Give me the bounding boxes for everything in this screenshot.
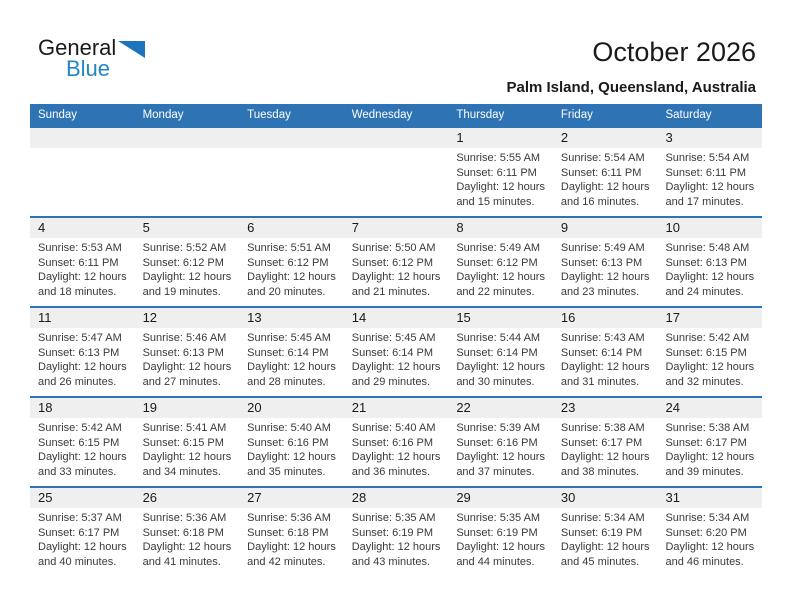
day-info-line: Sunset: 6:16 PM xyxy=(456,436,538,449)
day-info-line: and 35 minutes. xyxy=(247,465,326,478)
day-info-line: and 18 minutes. xyxy=(38,285,117,298)
day-info-line: Sunrise: 5:52 AM xyxy=(142,242,227,254)
day-info xyxy=(448,508,553,569)
day-info xyxy=(657,418,762,479)
day-info-line: Sunset: 6:12 PM xyxy=(247,256,329,269)
day-info-line: Sunset: 6:15 PM xyxy=(38,436,120,449)
day-info-line: Sunset: 6:14 PM xyxy=(351,346,434,359)
day-info-line: Sunrise: 5:38 AM xyxy=(560,422,645,434)
day-info-line: and 42 minutes. xyxy=(247,555,326,568)
day-cell xyxy=(448,128,553,216)
day-info-line: Sunset: 6:11 PM xyxy=(560,166,642,179)
day-info xyxy=(344,238,449,299)
day-info-line: Daylight: 12 hours xyxy=(665,271,755,284)
day-info-line: Daylight: 12 hours xyxy=(560,361,650,374)
day-number: 17 xyxy=(657,308,762,328)
day-info-line: and 32 minutes. xyxy=(665,375,744,388)
day-info-line: Daylight: 12 hours xyxy=(665,181,755,194)
general-blue-logo xyxy=(38,37,145,79)
day-info xyxy=(657,238,762,299)
day-info-line: Daylight: 12 hours xyxy=(560,451,650,464)
day-info-line: Daylight: 12 hours xyxy=(142,451,232,464)
day-number: 4 xyxy=(30,218,135,238)
page-subtitle: Palm Island, Queensland, Australia xyxy=(506,79,756,96)
day-info-line: Sunrise: 5:51 AM xyxy=(247,242,331,254)
day-number xyxy=(135,128,240,148)
day-info-line: Sunset: 6:18 PM xyxy=(142,526,224,539)
day-info-line: Sunrise: 5:40 AM xyxy=(351,422,436,434)
day-cell xyxy=(657,308,762,396)
day-info-line: Sunrise: 5:35 AM xyxy=(456,512,541,524)
day-number: 10 xyxy=(657,218,762,238)
day-info-line: Sunrise: 5:46 AM xyxy=(142,332,227,344)
day-info-line: Sunset: 6:20 PM xyxy=(665,526,747,539)
day-info-line: Sunset: 6:15 PM xyxy=(665,346,747,359)
day-info xyxy=(30,328,135,389)
day-cell xyxy=(448,398,553,486)
weekday-header-thursday: Thursday xyxy=(456,109,505,121)
day-number: 24 xyxy=(657,398,762,418)
day-cell xyxy=(239,308,344,396)
day-info xyxy=(30,418,135,479)
day-info-line: Sunset: 6:17 PM xyxy=(665,436,747,449)
day-info-line: Daylight: 12 hours xyxy=(38,451,127,464)
day-info-line: Sunset: 6:13 PM xyxy=(560,256,643,269)
day-info xyxy=(553,148,658,209)
weekday-header-monday: Monday xyxy=(142,109,184,121)
day-info-line: Sunrise: 5:40 AM xyxy=(247,422,331,434)
day-cell xyxy=(239,218,344,306)
day-info-line: Daylight: 12 hours xyxy=(38,541,127,554)
day-info-line: and 40 minutes. xyxy=(38,555,117,568)
day-cell xyxy=(344,398,449,486)
day-number: 22 xyxy=(448,398,553,418)
day-info-line: and 30 minutes. xyxy=(456,375,535,388)
day-info xyxy=(448,328,553,389)
day-info-line: Daylight: 12 hours xyxy=(665,361,755,374)
day-info-line: Sunrise: 5:42 AM xyxy=(38,422,122,434)
day-info-line: and 45 minutes. xyxy=(560,555,640,568)
day-info-line: Sunrise: 5:41 AM xyxy=(142,422,227,434)
weekday-header-friday: Friday xyxy=(560,109,593,121)
day-info-line: and 36 minutes. xyxy=(351,465,431,478)
day-info-line: Sunset: 6:11 PM xyxy=(38,256,119,269)
day-info-line: and 17 minutes. xyxy=(665,195,744,208)
day-info-line: and 44 minutes. xyxy=(456,555,535,568)
day-info-line: Sunrise: 5:45 AM xyxy=(247,332,331,344)
day-info-line: Sunset: 6:13 PM xyxy=(142,346,224,359)
day-cell xyxy=(657,488,762,576)
day-number xyxy=(239,128,344,148)
day-info-line: and 19 minutes. xyxy=(142,285,221,298)
day-info-line: and 29 minutes. xyxy=(351,375,431,388)
day-cell xyxy=(448,488,553,576)
day-number: 6 xyxy=(239,218,344,238)
day-info-line: Sunset: 6:19 PM xyxy=(351,526,434,539)
day-cell xyxy=(657,128,762,216)
day-info xyxy=(135,508,240,569)
day-info xyxy=(239,508,344,569)
empty-day-cell xyxy=(344,128,449,216)
day-info-line: and 41 minutes. xyxy=(142,555,221,568)
day-info-line: Sunrise: 5:39 AM xyxy=(456,422,541,434)
page-title: October 2026 xyxy=(592,37,756,67)
empty-day-cell xyxy=(135,128,240,216)
day-info xyxy=(30,508,135,569)
day-info-line: Daylight: 12 hours xyxy=(456,541,545,554)
empty-day-cell xyxy=(239,128,344,216)
day-info-line: Daylight: 12 hours xyxy=(456,271,545,284)
day-number: 31 xyxy=(657,488,762,508)
day-info xyxy=(553,238,658,299)
day-info-line: Sunrise: 5:49 AM xyxy=(456,242,541,254)
week-row xyxy=(30,396,762,486)
day-info xyxy=(448,238,553,299)
week-row xyxy=(30,216,762,306)
day-info xyxy=(344,508,449,569)
day-info-line: Daylight: 12 hours xyxy=(142,361,232,374)
week-row xyxy=(30,306,762,396)
day-cell xyxy=(30,218,135,306)
day-info-line: Sunrise: 5:55 AM xyxy=(456,152,541,164)
day-info-line: Sunrise: 5:38 AM xyxy=(665,422,750,434)
day-cell xyxy=(553,308,658,396)
day-info-line: Sunrise: 5:54 AM xyxy=(560,152,645,164)
day-info-line: Daylight: 12 hours xyxy=(351,361,441,374)
day-number: 5 xyxy=(135,218,240,238)
day-info-line: Daylight: 12 hours xyxy=(560,181,650,194)
day-info-line: Sunrise: 5:34 AM xyxy=(560,512,645,524)
day-info-line: Sunrise: 5:50 AM xyxy=(351,242,436,254)
day-cell xyxy=(135,488,240,576)
weekday-header-row xyxy=(30,104,762,126)
logo-text-blue: Blue xyxy=(66,56,111,81)
day-info-line: Daylight: 12 hours xyxy=(560,271,650,284)
day-info-line: Sunset: 6:19 PM xyxy=(560,526,643,539)
day-info xyxy=(448,418,553,479)
day-info xyxy=(657,508,762,569)
day-info-line: Sunset: 6:19 PM xyxy=(456,526,538,539)
day-info-line: Sunrise: 5:42 AM xyxy=(665,332,750,344)
day-info xyxy=(239,238,344,299)
day-cell xyxy=(553,398,658,486)
weekday-header-tuesday: Tuesday xyxy=(247,109,291,121)
day-info-line: Sunset: 6:17 PM xyxy=(38,526,120,539)
day-cell xyxy=(553,218,658,306)
day-info xyxy=(344,418,449,479)
day-info-line: and 37 minutes. xyxy=(456,465,535,478)
logo-text-general: General xyxy=(38,35,117,60)
calendar-grid xyxy=(30,126,762,576)
day-cell xyxy=(239,398,344,486)
day-info-line: Sunset: 6:14 PM xyxy=(456,346,538,359)
day-number: 28 xyxy=(344,488,449,508)
day-info xyxy=(344,328,449,389)
calendar xyxy=(30,104,762,576)
day-info-line: and 21 minutes. xyxy=(351,285,431,298)
day-info-line: Sunrise: 5:43 AM xyxy=(560,332,645,344)
day-info-line: and 23 minutes. xyxy=(560,285,640,298)
day-number: 21 xyxy=(344,398,449,418)
day-number: 1 xyxy=(448,128,553,148)
day-info-line: Sunset: 6:12 PM xyxy=(351,256,434,269)
day-info-line: Sunset: 6:12 PM xyxy=(456,256,538,269)
day-cell xyxy=(553,128,658,216)
day-info-line: Sunset: 6:11 PM xyxy=(456,166,537,179)
day-cell xyxy=(553,488,658,576)
day-info xyxy=(239,418,344,479)
day-info-line: and 28 minutes. xyxy=(247,375,326,388)
day-info-line: Sunset: 6:13 PM xyxy=(665,256,747,269)
day-info xyxy=(657,148,762,209)
day-info-line: and 38 minutes. xyxy=(560,465,640,478)
day-info-line: Sunset: 6:12 PM xyxy=(142,256,224,269)
day-number: 11 xyxy=(30,308,135,328)
day-cell xyxy=(30,488,135,576)
day-number: 7 xyxy=(344,218,449,238)
day-info-line: and 33 minutes. xyxy=(38,465,117,478)
day-info xyxy=(448,148,553,209)
day-info-line: Daylight: 12 hours xyxy=(351,541,441,554)
day-info-line: Sunset: 6:16 PM xyxy=(247,436,329,449)
day-number: 25 xyxy=(30,488,135,508)
day-number: 23 xyxy=(553,398,658,418)
day-info-line: and 20 minutes. xyxy=(247,285,326,298)
day-number: 26 xyxy=(135,488,240,508)
day-cell xyxy=(30,308,135,396)
day-info-line: Sunrise: 5:35 AM xyxy=(351,512,436,524)
day-info-line: Daylight: 12 hours xyxy=(247,451,336,464)
day-cell xyxy=(344,488,449,576)
calendar-header xyxy=(506,38,756,96)
day-info-line: Sunset: 6:11 PM xyxy=(665,166,746,179)
day-info-line: and 34 minutes. xyxy=(142,465,221,478)
day-number: 19 xyxy=(135,398,240,418)
day-info xyxy=(135,328,240,389)
day-info-line: Sunrise: 5:48 AM xyxy=(665,242,750,254)
day-info xyxy=(553,418,658,479)
day-info xyxy=(30,238,135,299)
day-number xyxy=(30,128,135,148)
day-info-line: Sunrise: 5:53 AM xyxy=(38,242,122,254)
day-info-line: Daylight: 12 hours xyxy=(665,541,755,554)
day-cell xyxy=(135,218,240,306)
day-cell xyxy=(448,308,553,396)
logo-triangle-icon xyxy=(118,41,145,58)
empty-day-cell xyxy=(30,128,135,216)
day-info xyxy=(657,328,762,389)
day-info-line: and 22 minutes. xyxy=(456,285,535,298)
day-info-line: Sunset: 6:13 PM xyxy=(38,346,120,359)
day-number: 29 xyxy=(448,488,553,508)
day-info xyxy=(135,418,240,479)
day-info-line: Daylight: 12 hours xyxy=(351,451,441,464)
day-number: 14 xyxy=(344,308,449,328)
day-number: 20 xyxy=(239,398,344,418)
week-row xyxy=(30,486,762,576)
day-info-line: and 39 minutes. xyxy=(665,465,744,478)
day-cell xyxy=(239,488,344,576)
day-info-line: and 27 minutes. xyxy=(142,375,221,388)
day-info-line: Daylight: 12 hours xyxy=(247,271,336,284)
day-number: 3 xyxy=(657,128,762,148)
day-info-line: Sunset: 6:14 PM xyxy=(247,346,329,359)
day-info-line: and 43 minutes. xyxy=(351,555,431,568)
day-info-line: Sunrise: 5:36 AM xyxy=(142,512,227,524)
day-info-line: Sunrise: 5:47 AM xyxy=(38,332,122,344)
day-cell xyxy=(344,308,449,396)
day-number xyxy=(344,128,449,148)
day-info-line: Daylight: 12 hours xyxy=(38,361,127,374)
day-info-line: Daylight: 12 hours xyxy=(142,271,232,284)
day-number: 2 xyxy=(553,128,658,148)
day-info-line: Daylight: 12 hours xyxy=(247,541,336,554)
day-info-line: Daylight: 12 hours xyxy=(456,181,545,194)
day-info-line: Daylight: 12 hours xyxy=(456,451,545,464)
day-info-line: Sunrise: 5:37 AM xyxy=(38,512,122,524)
day-info-line: Sunrise: 5:49 AM xyxy=(560,242,645,254)
weekday-header-saturday: Saturday xyxy=(665,109,712,121)
weekday-header-sunday: Sunday xyxy=(38,109,78,121)
day-number: 16 xyxy=(553,308,658,328)
day-info-line: Sunrise: 5:36 AM xyxy=(247,512,331,524)
day-info-line: Sunrise: 5:54 AM xyxy=(665,152,750,164)
day-cell xyxy=(657,218,762,306)
day-number: 18 xyxy=(30,398,135,418)
week-row xyxy=(30,126,762,216)
day-info-line: Daylight: 12 hours xyxy=(142,541,232,554)
day-info-line: and 26 minutes. xyxy=(38,375,117,388)
day-info-line: Daylight: 12 hours xyxy=(456,361,545,374)
day-number: 13 xyxy=(239,308,344,328)
day-info-line: Sunset: 6:17 PM xyxy=(560,436,643,449)
day-info-line: and 15 minutes. xyxy=(456,195,535,208)
day-cell xyxy=(344,218,449,306)
day-info-line: Daylight: 12 hours xyxy=(247,361,336,374)
day-info-line: Sunset: 6:14 PM xyxy=(560,346,643,359)
day-info-line: and 24 minutes. xyxy=(665,285,744,298)
day-info-line: Sunrise: 5:34 AM xyxy=(665,512,750,524)
day-info-line: and 46 minutes. xyxy=(665,555,744,568)
weekday-header-wednesday: Wednesday xyxy=(351,109,413,121)
day-cell xyxy=(448,218,553,306)
day-info-line: Daylight: 12 hours xyxy=(351,271,441,284)
day-info-line: Sunset: 6:15 PM xyxy=(142,436,224,449)
day-cell xyxy=(135,398,240,486)
day-info-line: and 31 minutes. xyxy=(560,375,640,388)
day-info-line: Sunset: 6:18 PM xyxy=(247,526,329,539)
day-number: 15 xyxy=(448,308,553,328)
day-cell xyxy=(657,398,762,486)
day-info xyxy=(553,508,658,569)
day-number: 30 xyxy=(553,488,658,508)
day-cell xyxy=(30,398,135,486)
day-number: 9 xyxy=(553,218,658,238)
day-number: 12 xyxy=(135,308,240,328)
day-number: 27 xyxy=(239,488,344,508)
day-info-line: Sunrise: 5:45 AM xyxy=(351,332,436,344)
day-info xyxy=(239,328,344,389)
day-info-line: Sunrise: 5:44 AM xyxy=(456,332,541,344)
day-info-line: and 16 minutes. xyxy=(560,195,640,208)
day-cell xyxy=(135,308,240,396)
day-info-line: Daylight: 12 hours xyxy=(38,271,127,284)
day-info xyxy=(135,238,240,299)
day-info-line: Daylight: 12 hours xyxy=(665,451,755,464)
day-info-line: Daylight: 12 hours xyxy=(560,541,650,554)
day-number: 8 xyxy=(448,218,553,238)
day-info xyxy=(553,328,658,389)
day-info-line: Sunset: 6:16 PM xyxy=(351,436,434,449)
